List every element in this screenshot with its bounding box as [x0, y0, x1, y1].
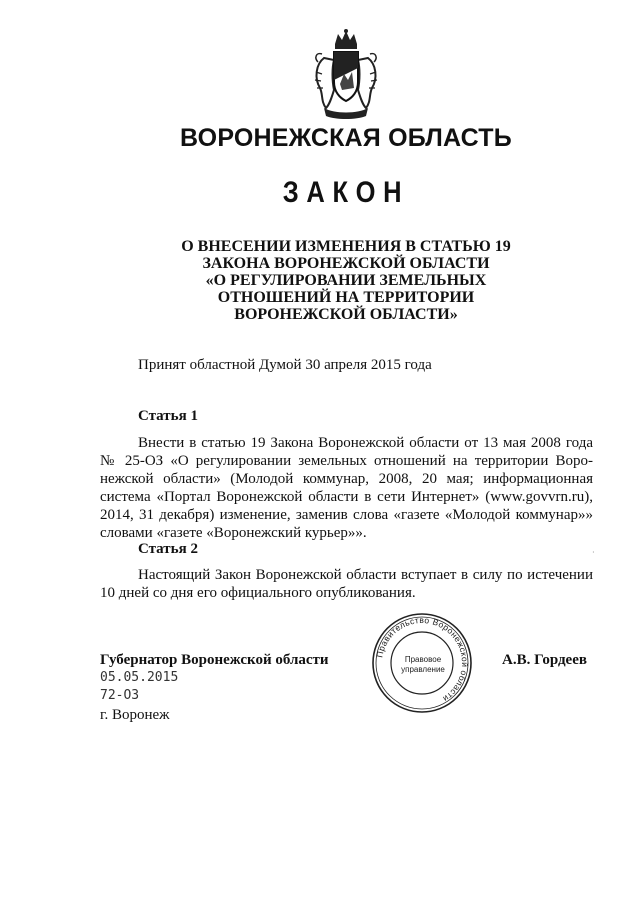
signing-date: 05.05.2015: [100, 670, 179, 685]
article-1-text: [100, 434, 593, 542]
article-2-body: Настоящий Закон Воронежской области вступает в силу по истечении 10 дней со дня его официального опубликования.: [100, 567, 593, 601]
document-type-heading: ЗАКОН: [282, 176, 410, 209]
article-2-text: [100, 566, 593, 602]
law-title: [0, 238, 640, 323]
stamp-ring-text: Правительство Воронежской области: [374, 614, 471, 705]
article-1-heading: Статья 1: [138, 408, 198, 424]
stamp-center-line: Правовое: [404, 655, 442, 664]
law-title-line: ЗАКОНА ВОРОНЕЖСКОЙ ОБЛАСТИ: [202, 255, 490, 272]
signatory-position: Губернатор Воронежской области: [100, 652, 329, 668]
voronezh-coat-of-arms-icon: [310, 28, 382, 120]
law-title-line: «О РЕГУЛИРОВАНИИ ЗЕМЕЛЬНЫХ: [205, 272, 487, 289]
region-heading: ВОРОНЕЖСКАЯ ОБЛАСТЬ: [180, 124, 512, 152]
stamp-center-line: управление: [401, 665, 445, 674]
scan-speck: ·: [592, 548, 595, 557]
article-1-body: Внести в статью 19 Закона Воронежской области от 13 мая 2008 года № 25-ОЗ «О регулировании земельных отношений на территории Воронежской области» (Молодой коммунар, 2008, 20 мая; информационная система «Портал Воронежской области в сети Интернет» (www.govvrn.ru), 2014, 31 декабря) изменение, заменив слова «газете «Молодой коммунар»» словами «газете «Воронежский курьер»».: [100, 435, 593, 541]
law-title-line: ВОРОНЕЖСКОЙ ОБЛАСТИ»: [234, 306, 458, 323]
signatory-name: А.В. Гордеев: [502, 652, 587, 668]
article-2-heading: Статья 2: [138, 541, 198, 557]
law-title-line: О ВНЕСЕНИИ ИЗМЕНЕНИЯ В СТАТЬЮ 19: [181, 238, 511, 255]
law-number: 72-ОЗ: [100, 688, 140, 703]
adoption-note: Принят областной Думой 30 апреля 2015 года: [138, 357, 432, 373]
signing-city: г. Воронеж: [100, 707, 170, 723]
stamp-center-text: [401, 655, 445, 675]
law-title-line: ОТНОШЕНИЙ НА ТЕРРИТОРИИ: [217, 289, 475, 306]
